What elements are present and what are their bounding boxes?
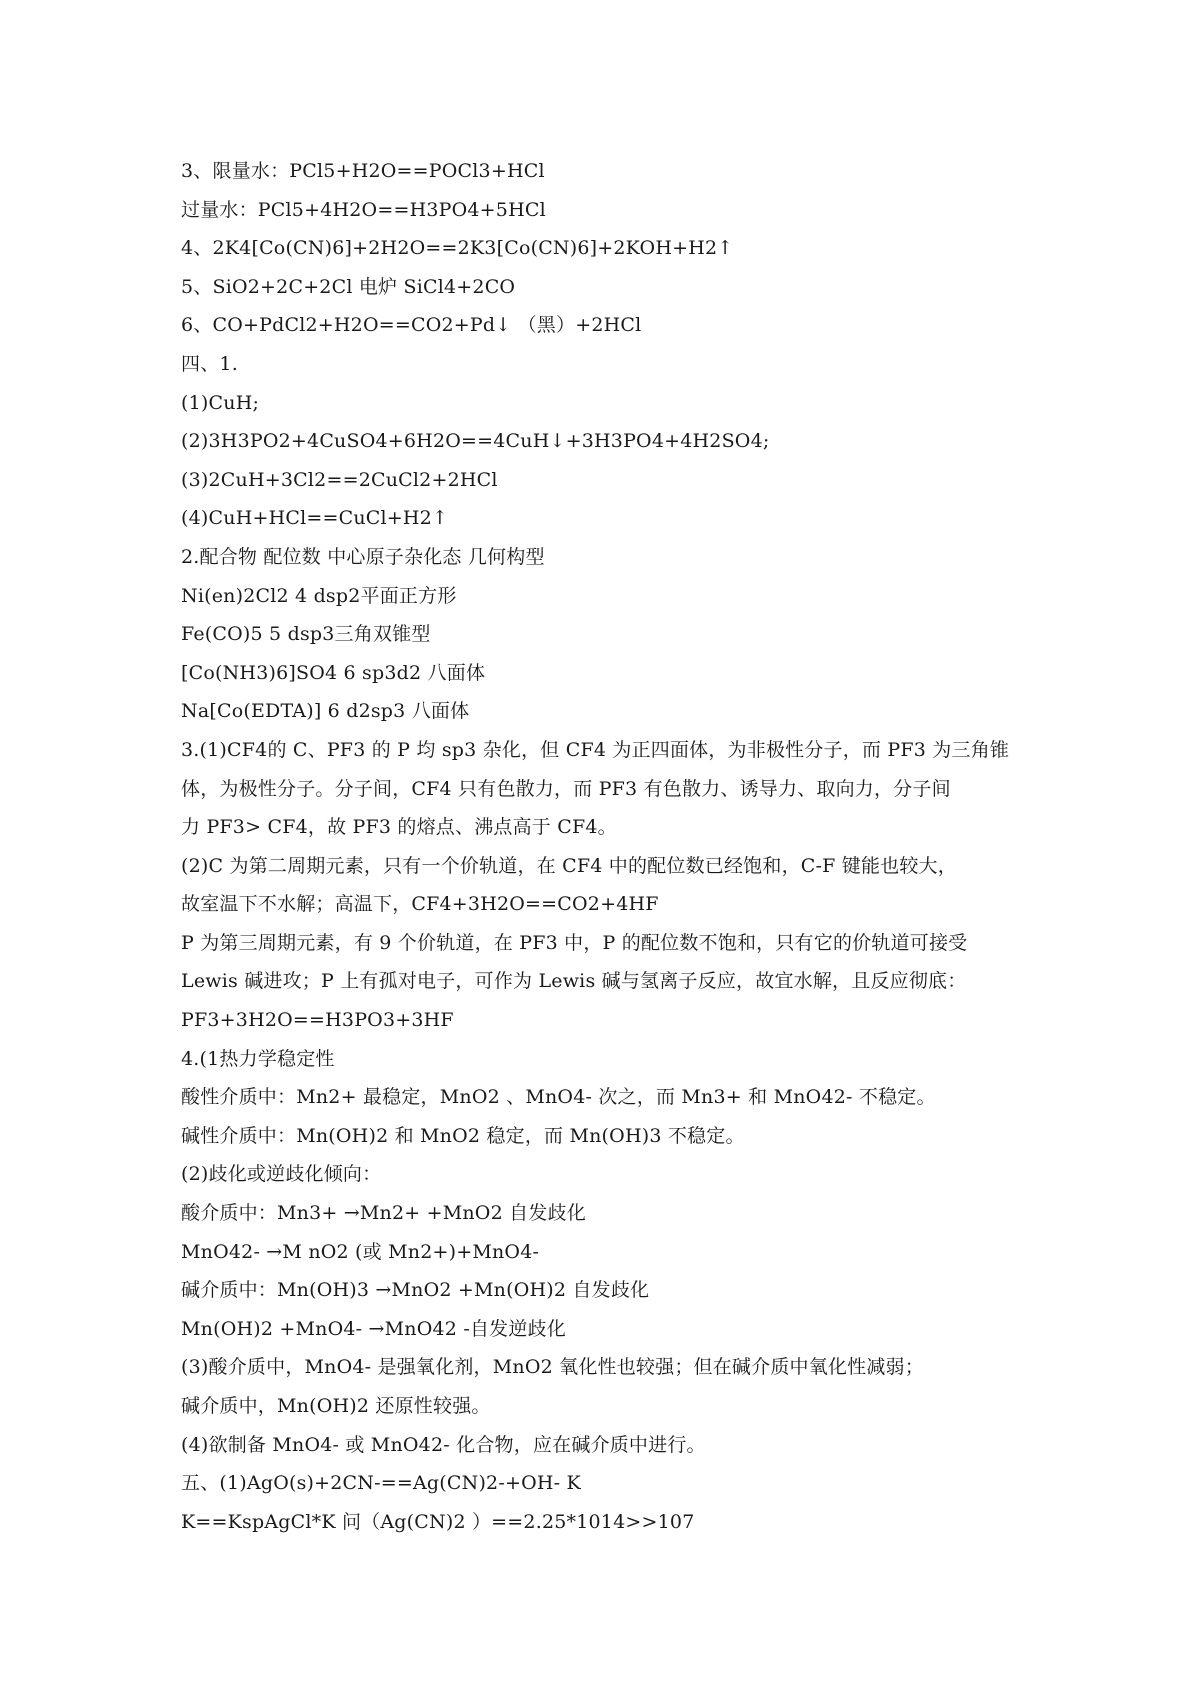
text-line-36: K==KspAgCl*K 问（Ag(CN)2 ）==2.25*1014>>107 [181, 1510, 695, 1533]
text-line-22: Lewis 碱进攻；P 上有孤对电子，可作为 Lewis 碱与氢离子反应，故宜水解，且反应彻底： [181, 970, 967, 993]
text-line-26: 碱性介质中：Mn(OH)2 和 MnO2 稳定，而 Mn(OH)3 不稳定。 [181, 1124, 745, 1147]
text-line-31: Mn(OH)2 +MnO4- →MnO42 -自发逆歧化 [181, 1317, 566, 1340]
text-line-21: P 为第三周期元素，有 9 个价轨道，在 PF3 中，P 的配位数不饱和，只有它的价轨道可接受 [181, 931, 968, 954]
section-heading-five: 五、(1)AgO(s)+2CN-==Ag(CN)2-+OH- K [181, 1472, 581, 1495]
text-line-16: 3.(1)CF4的 C、PF3 的 P 均 sp3 杂化，但 CF4 为正四面体，为非极性分子，而 PF3 为三角锥 [181, 738, 1010, 761]
text-line-28: 酸介质中：Mn3+ →Mn2+ +MnO2 自发歧化 [181, 1202, 586, 1225]
text-line-2: 过量水：PCl5+4H2O==H3PO4+5HCl [181, 198, 546, 221]
text-line-18: 力 PF3> CF4，故 PF3 的熔点、沸点高于 CF4。 [181, 816, 617, 839]
text-line-3: 4、2K4[Co(CN)6]+2H2O==2K3[Co(CN)6]+2KOH+H2↑ [181, 237, 734, 260]
text-line-19: (2)C 为第二周期元素，只有一个价轨道，在 CF4 中的配位数已经饱和，C-F 键能也较大， [181, 854, 957, 877]
text-line-17: 体，为极性分子。分子间，CF4 只有色散力，而 PF3 有色散力、诱导力、取向力，分子间 [181, 777, 951, 800]
table-row-line: Fe(CO)5 5 dsp3三角双锥型 [181, 623, 431, 646]
text-line-25: 酸性介质中：Mn2+ 最稳定，MnO2 、MnO4- 次之，而 Mn3+ 和 MnO42- 不稳定。 [181, 1086, 936, 1109]
text-line-24: 4.(1热力学稳定性 [181, 1047, 335, 1070]
text-line-10: (4)CuH+HCl==CuCl+H2↑ [181, 507, 449, 530]
text-line-9: (3)2CuH+3Cl2==2CuCl2+2HCl [181, 468, 498, 491]
table-row-line: Na[Co(EDTA)] 6 d2sp3 八面体 [181, 700, 470, 723]
text-line-7: (1)CuH; [181, 391, 260, 414]
text-line-8: (2)3H3PO2+4CuSO4+6H2O==4CuH↓+3H3PO4+4H2SO4; [181, 430, 770, 453]
text-line-23: PF3+3H2O==H3PO3+3HF [181, 1009, 454, 1032]
text-line-33: 碱介质中，Mn(OH)2 还原性较强。 [181, 1395, 491, 1417]
table-row-line: [Co(NH3)6]SO4 6 sp3d2 八面体 [181, 661, 486, 684]
table-row-line: Ni(en)2Cl2 4 dsp2平面正方形 [181, 584, 457, 607]
text-line-32: (3)酸介质中，MnO4- 是强氧化剂，MnO2 氧化性也较强；但在碱介质中氧化性减弱； [181, 1356, 924, 1379]
text-line-29: MnO42- →M nO2 (或 Mn2+)+MnO4- [181, 1240, 540, 1263]
text-line-4: 5、SiO2+2C+2Cl 电炉 SiCl4+2CO [181, 275, 516, 298]
text-line-1: 3、限量水：PCl5+H2O==POCl3+HCl [181, 160, 545, 182]
text-line-27: (2)歧化或逆歧化倾向： [181, 1163, 382, 1186]
document-body [181, 152, 1021, 1541]
text-line-5: 6、CO+PdCl2+H2O==CO2+Pd↓ （黑）+2HCl [181, 314, 642, 337]
text-line-34: (4)欲制备 MnO4- 或 MnO42- 化合物，应在碱介质中进行。 [181, 1433, 706, 1456]
table-header-line: 2.配合物 配位数 中心原子杂化态 几何构型 [181, 545, 545, 568]
section-heading-four: 四、1. [181, 352, 238, 375]
text-line-30: 碱介质中：Mn(OH)3 →MnO2 +Mn(OH)2 自发歧化 [181, 1279, 650, 1302]
text-line-20: 故室温下不水解；高温下，CF4+3H2O==CO2+4HF [181, 893, 659, 916]
